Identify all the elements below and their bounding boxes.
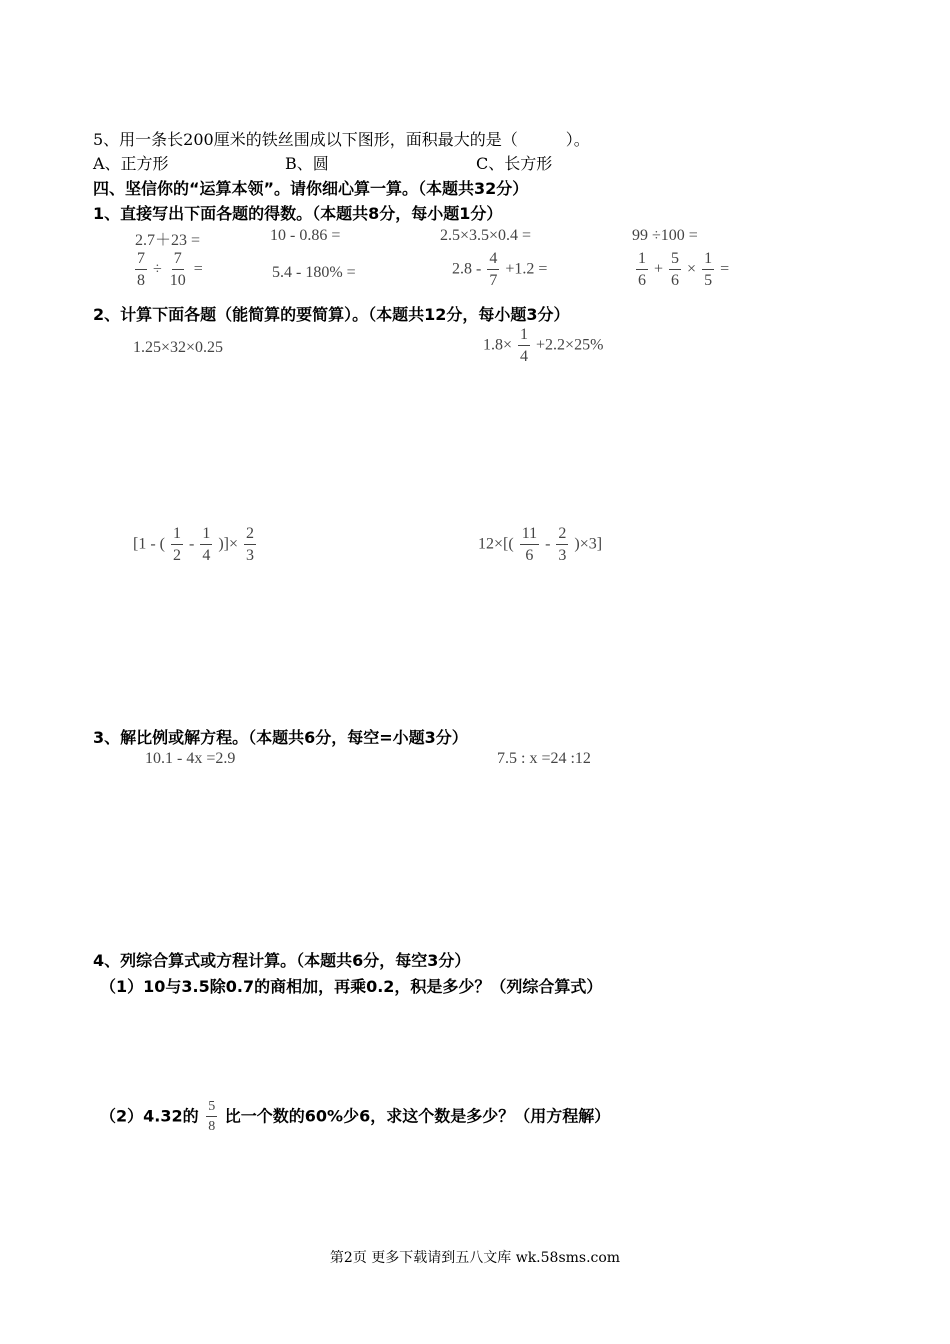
q5-option-c: C、长方形 — [476, 154, 553, 173]
oral-calc-2: 10 - 0.86 = — [270, 227, 341, 244]
oral-calc-7: 2.8 - $\frac{4}{7}$ +1.2 = — [452, 250, 548, 289]
equation-2: 7.5 : x =24 :12 — [497, 750, 591, 767]
word-problem-1: （1）10与3.5除0.7的商相加，再乘0.2，积是多少？（列综合算式） — [100, 977, 603, 996]
fraction: $\frac{2}{3}$ — [558, 525, 567, 564]
q5-option-b: B、圆 — [285, 154, 329, 173]
fraction: $\frac{5}{6}$ — [671, 250, 680, 289]
oral-calc-5: $\frac{7}{8}$ ÷ $\frac{7}{10}$ = — [137, 250, 203, 289]
fraction: $\frac{1}{6}$ — [638, 250, 646, 289]
fraction: $\frac{5}{8}$ — [208, 1099, 216, 1134]
fraction: $\frac{1}{2}$ — [172, 525, 181, 564]
oral-calc-8: $\frac{1}{6}$ + $\frac{5}{6}$ × $\frac{1}{5}$ = — [638, 250, 730, 289]
part2-title: 2、计算下面各题（能简算的要简算）。（本题共12分，每小题3分） — [93, 305, 570, 324]
calc-expr-1: 1.25×32×0.25 — [133, 339, 224, 356]
part3-title: 3、解比例或解方程。（本题共6分，每空=小题3分） — [93, 728, 468, 747]
oral-calc-3: 2.5×3.5×0.4 = — [440, 227, 532, 244]
fraction: $\frac{2}{3}$ — [246, 525, 254, 564]
q5-option-a: A、正方形 — [93, 154, 169, 173]
section4-title: 四、坚信你的“运算本领”。请你细心算一算。（本题共32分） — [93, 179, 529, 198]
part1-title: 1、直接写出下面各题的得数。（本题共8分，每小题1分） — [93, 204, 503, 223]
fraction: $\frac{1}{4}$ — [202, 525, 211, 564]
page-footer: 第2页 更多下载请到五八文库 wk.58sms.com — [329, 1250, 621, 1266]
q5-stem: 5、用一条长200厘米的铁丝围成以下图形，面积最大的是（ ）。 — [93, 130, 590, 149]
calc-expr-3: [1 - ( $\frac{1}{2}$ - $\frac{1}{4}$ )]× $\frac{2}{3}$ — [133, 525, 254, 564]
part4-title: 4、列综合算式或方程计算。（本题共6分，每空3分） — [93, 951, 471, 970]
fraction: $\frac{11}{6}$ — [521, 525, 538, 564]
oral-calc-6: 5.4 - 180% = — [272, 264, 356, 281]
fraction: $\frac{1}{5}$ — [704, 250, 713, 289]
equation-1: 10.1 - 4x =2.9 — [145, 750, 236, 767]
fraction: $\frac{7}{8}$ — [137, 250, 145, 289]
word-problem-2: （2）4.32的 $\frac{5}{8}$ 比一个数的60%少6，求这个数是多少？（用方程解） — [100, 1099, 611, 1134]
fraction: $\frac{7}{10}$ — [169, 250, 186, 289]
oral-calc-4: 99 ÷100 = — [632, 227, 698, 244]
fraction: $\frac{1}{4}$ — [520, 326, 529, 365]
calc-expr-2: 1.8× $\frac{1}{4}$ +2.2×25% — [483, 326, 604, 365]
fraction: $\frac{4}{7}$ — [489, 250, 498, 289]
calc-expr-4: 12×[( $\frac{11}{6}$ - $\frac{2}{3}$ )×3] — [478, 525, 603, 564]
oral-calc-1: 2.7＋23 = — [135, 232, 201, 249]
